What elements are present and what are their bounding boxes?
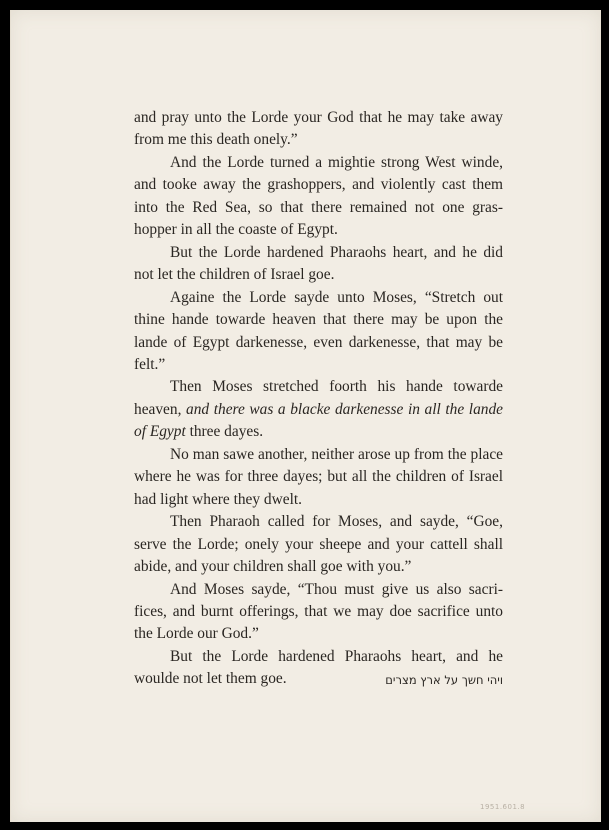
text-segment: No man sawe another, neither arose up from the place where he was for three dayes; but all the children of Israel had light where they dwelt. — [134, 445, 503, 508]
text-segment: Againe the Lorde sayde unto Moses, “Stretch out thine hande towarde heaven that there may be upon the lande of Egypt darkenesse, even darkenesse, that may be felt.” — [134, 288, 503, 373]
paragraph — [134, 444, 503, 511]
italic-text-segment: and there was a blacke darkenesse in all the lande of Egypt — [134, 400, 503, 441]
paragraph — [134, 287, 503, 377]
paragraph — [134, 511, 503, 578]
paper-sheet — [10, 10, 601, 822]
scripture-text-block — [134, 107, 503, 691]
text-segment: But the Lorde hardened Pharaohs heart, and he woulde not let them goe. — [134, 647, 503, 688]
paragraph — [134, 242, 503, 287]
text-segment: And Moses sayde, “Thou must give us also sacri-fices, and burnt offerings, that we may doe sacrifice unto the Lorde our God.” — [134, 580, 503, 643]
text-segment: and pray unto the Lorde your God that he may take away from me this death onely.” — [134, 109, 503, 149]
hebrew-caption: ויהי חשך על ארץ מצרים — [385, 673, 503, 687]
text-segment: Then Pharaoh called for Moses, and sayde, “Goe, serve the Lorde; onely your sheepe and your cattell shall abide, and your children shall goe with you.” — [134, 513, 503, 576]
text-segment: three dayes. — [185, 423, 264, 441]
paragraph — [134, 376, 503, 443]
paragraph — [134, 579, 503, 646]
text-segment: But the Lorde hardened Pharaohs heart, and he did not let the children of Israel goe. — [134, 243, 503, 284]
paragraph — [134, 152, 503, 242]
text-segment: Then Moses stretched foorth his hande towarde heaven, — [134, 378, 503, 418]
pencil-inventory-note: 1951.601.8 — [480, 803, 526, 811]
paragraph — [134, 107, 503, 152]
text-segment: And the Lorde turned a mightie strong West winde, and tooke away the grashoppers, and violently cast them into the Red Sea, so that there remained not one gras-hopper in all the coaste of Egypt. — [134, 153, 503, 239]
